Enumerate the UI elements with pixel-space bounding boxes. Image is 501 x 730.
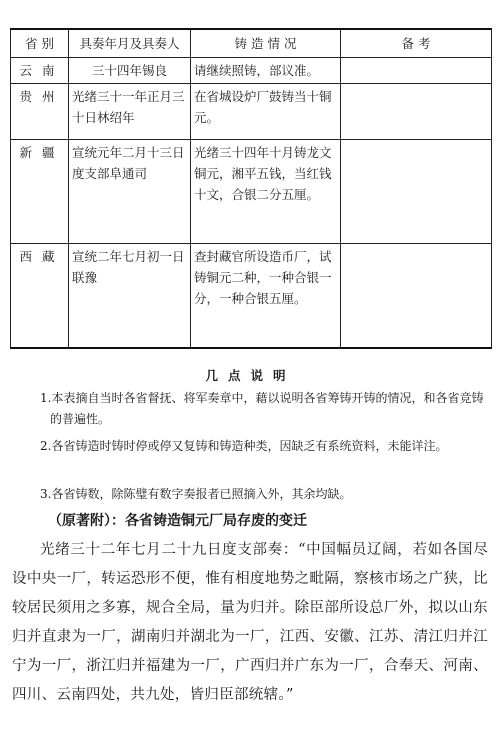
cell-date-person: 光绪三十一年正月三十日林绍年: [69, 84, 191, 140]
table-row: [11, 84, 492, 140]
appendix-paragraph: 光绪三十二年七月二十九日度支部奏：“中国幅员辽阔，若如各国尽设中央一厂，转运恐形不便，惟有相度地势之毗隔，察核市场之广狭，比较居民须用之多寡，规合全局，量为归并。除臣部所设总厂外，拟以山东归并直隶为一厂，湖南归并湖北为一厂，江西、安徽、江苏、清江归并江宁为一厂，浙江归并福建为一厂，广西归并广东为一厂，合奉天、河南、四川、云南四处，共九处，皆归臣部统辖。”: [12, 542, 488, 703]
cell-province: 新疆: [11, 140, 69, 244]
cell-situation: 查封藏官所设造币厂，试铸铜元二种，一种合银一分，一种合银五厘。: [191, 244, 341, 348]
header-province: 省 别: [11, 29, 69, 58]
cell-situation: 请继续照铸，部议准。: [191, 58, 341, 84]
note-item: 3.各省铸数，除陈璧有数字奏报者已照摘入外，其余均缺。: [40, 487, 352, 501]
cell-province: 西藏: [11, 244, 69, 348]
header-date-person: 具奏年月及具奏人: [69, 29, 191, 58]
cell-date-person: 三十四年锡良: [69, 58, 191, 84]
cell-situation: 在省城设炉厂鼓铸当十铜元。: [191, 84, 341, 140]
appendix-title: （原著附）：各省铸造铜元厂局存废的变迁: [48, 513, 307, 529]
table-row: [11, 140, 492, 244]
cell-situation: 光绪三十四年十月铸龙文铜元，湘平五钱，当红钱十文，合银二分五厘。: [191, 140, 341, 244]
table-header-row: [11, 29, 492, 58]
cell-date-person: 宣统二年七月初一日联豫: [69, 244, 191, 348]
cell-date-person: 宣统元年二月十三日度支部阜通司: [69, 140, 191, 244]
cell-remark: [341, 84, 492, 140]
cell-remark: [341, 58, 492, 84]
header-situation: 铸 造 情 况: [191, 29, 341, 58]
notes-title: 几点说明: [205, 368, 296, 383]
note-item: 1.本表摘自当时各省督抚、将军奏章中，藉以说明各省筹铸开铸的情况，和各省竞铸的普遍性。: [40, 391, 484, 426]
table-row: [11, 244, 492, 348]
cell-remark: [341, 244, 492, 348]
cell-remark: [341, 140, 492, 244]
note-item: 2.各省铸造时铸时停或停又复铸和铸造种类，因缺乏有系统资料，未能详注。: [40, 439, 448, 453]
header-remark: 备 考: [341, 29, 492, 58]
table-row: [11, 58, 492, 84]
cell-province: 云南: [11, 58, 69, 84]
mint-table: [10, 28, 492, 349]
cell-province: 贵州: [11, 84, 69, 140]
